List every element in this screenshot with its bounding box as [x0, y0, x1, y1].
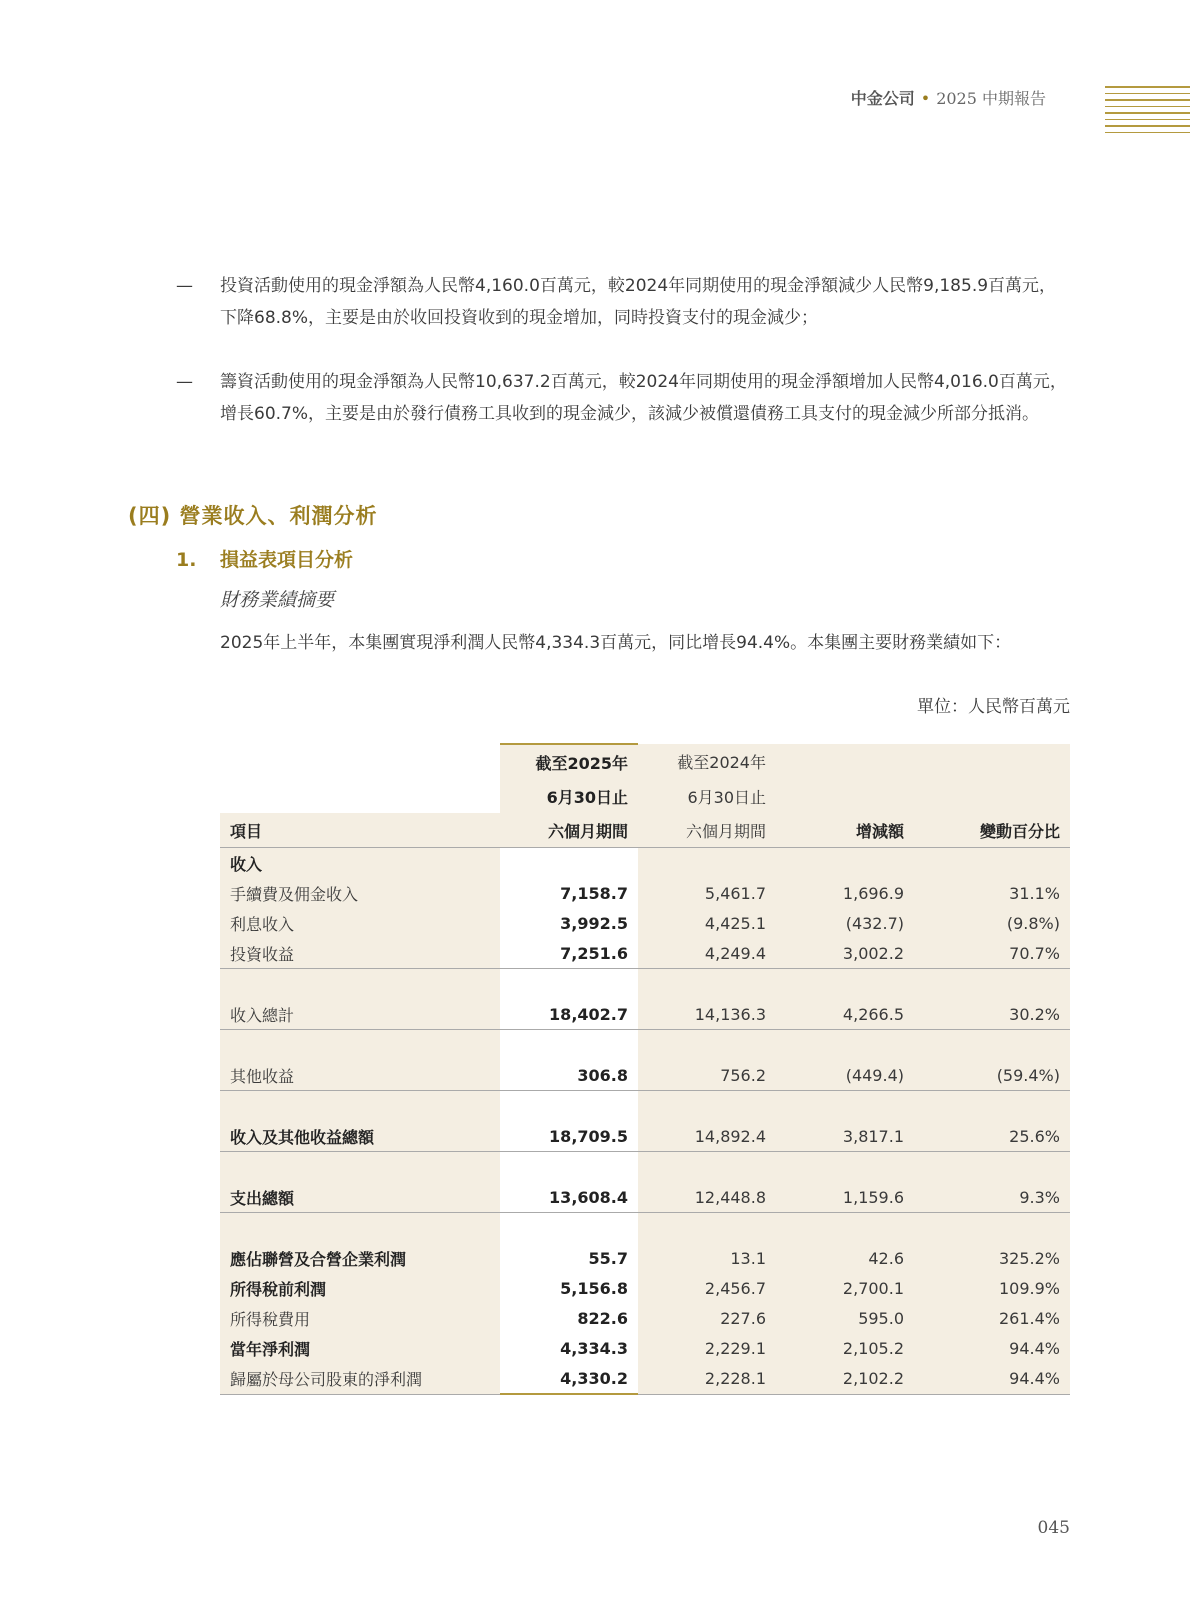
italic-heading: 財務業績摘要	[220, 589, 335, 611]
cell-2024: 13.1	[638, 1243, 776, 1273]
row-label: 應佔聯營及合營企業利潤	[220, 1243, 500, 1273]
cell-change: 3,002.2	[776, 938, 914, 969]
row-label: 其他收益	[220, 1060, 500, 1091]
page-number: 045	[1037, 1518, 1070, 1538]
summary-paragraph: 2025年上半年，本集團實現淨利潤人民幣4,334.3百萬元，同比增長94.4%。本集團主要財務業績如下：	[220, 633, 1012, 653]
row-label: 投資收益	[220, 938, 500, 969]
row-label: 支出總額	[220, 1182, 500, 1213]
cell-2024: 2,456.7	[638, 1273, 776, 1303]
row-label: 歸屬於母公司股東的淨利潤	[220, 1363, 500, 1394]
cell-change: 4,266.5	[776, 999, 914, 1030]
table-row	[220, 908, 1070, 938]
cell-2024: 227.6	[638, 1303, 776, 1333]
header-2024-line1: 截至2024年	[638, 744, 776, 779]
cell-2025: 7,251.6	[500, 938, 638, 969]
cell-pct: 94.4%	[914, 1333, 1070, 1363]
cell-2024: 14,892.4	[638, 1121, 776, 1152]
cell-2024: 756.2	[638, 1060, 776, 1091]
row-label: 收入及其他收益總額	[220, 1121, 500, 1152]
table-row	[220, 1243, 1070, 1273]
header-2025-line1: 截至2025年	[500, 744, 638, 779]
table-row	[220, 878, 1070, 908]
cell-2025: 3,992.5	[500, 908, 638, 938]
row-label: 收入	[220, 848, 500, 879]
table-row	[220, 1303, 1070, 1333]
subsection-text: 損益表項目分析	[220, 549, 354, 571]
cell-pct: 9.3%	[914, 1182, 1070, 1213]
cell-2024: 4,249.4	[638, 938, 776, 969]
cell-2024: 2,228.1	[638, 1363, 776, 1394]
table-row	[220, 1333, 1070, 1363]
subsection-title	[176, 545, 353, 572]
cell-change: 2,700.1	[776, 1273, 914, 1303]
row-label: 當年淨利潤	[220, 1333, 500, 1363]
row-label: 所得稅前利潤	[220, 1273, 500, 1303]
table-row	[220, 848, 1070, 879]
header-2025-line3: 六個月期間	[500, 813, 638, 848]
cell-pct: (59.4%)	[914, 1060, 1070, 1091]
table-row	[220, 1182, 1070, 1213]
row-label: 利息收入	[220, 908, 500, 938]
bullet-text: 投資活動使用的現金淨額為人民幣4,160.0百萬元，較2024年同期使用的現金淨額減少人民幣9,185.9百萬元，下降68.8%，主要是由於收回投資收到的現金增加，同時投資支付的現金減少；	[220, 276, 1057, 328]
bullet-dash: —	[176, 276, 193, 296]
cell-pct: 94.4%	[914, 1363, 1070, 1394]
table-header	[220, 744, 1070, 848]
financial-table	[220, 743, 1070, 1395]
header-2025-line2: 6月30日止	[500, 779, 638, 813]
table-row	[220, 1121, 1070, 1152]
cell-2025: 306.8	[500, 1060, 638, 1091]
cell-pct: (9.8%)	[914, 908, 1070, 938]
header-dot: •	[920, 89, 931, 108]
cell-pct: 31.1%	[914, 878, 1070, 908]
header-item: 項目	[220, 813, 500, 848]
cell-2025: 5,156.8	[500, 1273, 638, 1303]
bullet-financing	[176, 366, 1070, 430]
table-row	[220, 1273, 1070, 1303]
cell-change: 1,159.6	[776, 1182, 914, 1213]
header-pct: 變動百分比	[914, 813, 1070, 848]
cell-2024: 12,448.8	[638, 1182, 776, 1213]
table-row	[220, 999, 1070, 1030]
cell-pct: 25.6%	[914, 1121, 1070, 1152]
cell-pct: 261.4%	[914, 1303, 1070, 1333]
page-header	[851, 86, 1046, 109]
cell-2025: 4,330.2	[500, 1363, 638, 1394]
row-label: 收入總計	[220, 999, 500, 1030]
cell-2025: 18,709.5	[500, 1121, 638, 1152]
header-company: 中金公司	[850, 89, 915, 108]
header-2024-line2: 6月30日止	[638, 779, 776, 813]
cell-change: 42.6	[776, 1243, 914, 1273]
section-title: (四) 營業收入、利潤分析	[128, 504, 378, 528]
table-row	[220, 1060, 1070, 1091]
cell-pct: 325.2%	[914, 1243, 1070, 1273]
cell-2025: 7,158.7	[500, 878, 638, 908]
header-report: 2025 中期報告	[936, 89, 1046, 108]
cell-2025: 822.6	[500, 1303, 638, 1333]
cell-2024: 2,229.1	[638, 1333, 776, 1363]
cell-2025: 55.7	[500, 1243, 638, 1273]
cell-change: 1,696.9	[776, 878, 914, 908]
header-change: 增減額	[776, 813, 914, 848]
cell-change: (432.7)	[776, 908, 914, 938]
cell-pct: 30.2%	[914, 999, 1070, 1030]
cell-2024: 4,425.1	[638, 908, 776, 938]
header-2024-line3: 六個月期間	[638, 813, 776, 848]
cell-change: 2,102.2	[776, 1363, 914, 1394]
subsection-number: 1.	[176, 549, 197, 571]
cell-2025: 13,608.4	[500, 1182, 638, 1213]
row-label: 所得稅費用	[220, 1303, 500, 1333]
cell-2024: 5,461.7	[638, 878, 776, 908]
bullet-text: 籌資活動使用的現金淨額為人民幣10,637.2百萬元，較2024年同期使用的現金淨額增加人民幣4,016.0百萬元，增長60.7%，主要是由於發行債務工具收到的現金減少，該減少被償還債務工具支付的現金減少所部分抵消。	[220, 372, 1067, 424]
cell-2024: 14,136.3	[638, 999, 776, 1030]
cell-change: 595.0	[776, 1303, 914, 1333]
cell-pct: 70.7%	[914, 938, 1070, 969]
cell-pct: 109.9%	[914, 1273, 1070, 1303]
bullet-investing	[176, 270, 1070, 334]
cell-change: 2,105.2	[776, 1333, 914, 1363]
cell-2025: 18,402.7	[500, 999, 638, 1030]
cell-change: 3,817.1	[776, 1121, 914, 1152]
cell-2025: 4,334.3	[500, 1333, 638, 1363]
table-row	[220, 938, 1070, 969]
unit-label: 單位：人民幣百萬元	[917, 697, 1070, 717]
row-label: 手續費及佣金收入	[220, 878, 500, 908]
bullet-dash: —	[176, 372, 193, 392]
header-decoration	[1105, 86, 1190, 138]
table-row	[220, 1363, 1070, 1394]
table-body	[220, 848, 1070, 1395]
cell-change: (449.4)	[776, 1060, 914, 1091]
